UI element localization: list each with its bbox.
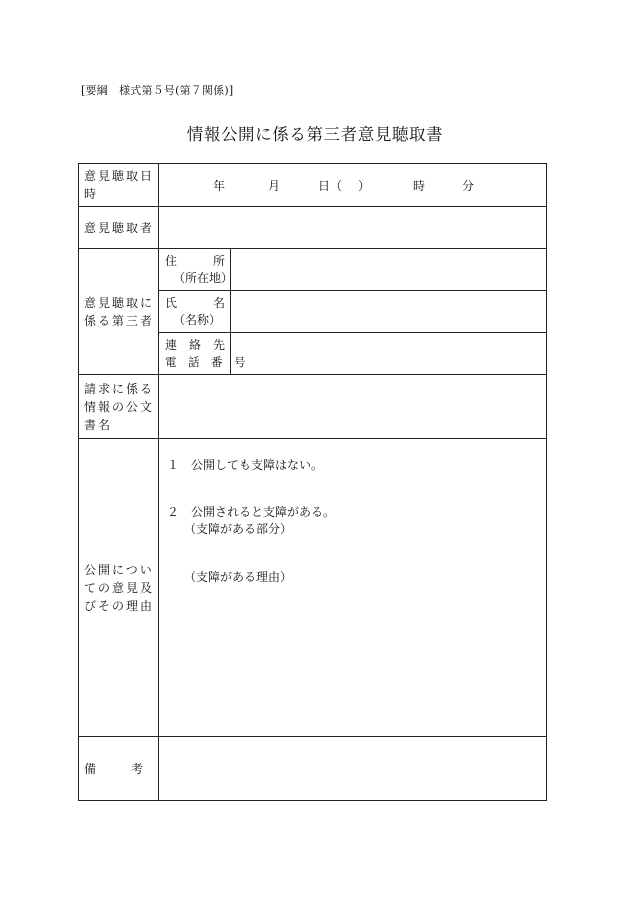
address-value-cell[interactable]: [231, 249, 547, 291]
month-unit: 月: [268, 178, 281, 193]
document-label-line2: 情報の公文: [84, 399, 155, 414]
address-row: [79, 249, 547, 291]
page-title: 情報公開に係る第三者意見聴取書: [186, 125, 444, 144]
date-label: [79, 164, 159, 207]
harm-reason-label: （支障がある理由）: [184, 570, 293, 584]
name-sub: （名称）: [173, 312, 222, 327]
minute-unit: 分: [462, 178, 475, 193]
date-value-cell[interactable]: [159, 164, 547, 207]
remarks-value-cell[interactable]: [159, 737, 547, 801]
opinion-value-cell[interactable]: [159, 439, 547, 737]
option-harm: ２ 公開されると支障がある。: [167, 505, 336, 519]
third-party-label: [79, 249, 159, 375]
listener-value-cell[interactable]: [159, 207, 547, 249]
remarks-char-a: 備: [84, 761, 99, 776]
name-char-b: 名: [212, 295, 225, 310]
document-value-cell[interactable]: [159, 375, 547, 439]
listener-label: [79, 207, 159, 249]
form-reference: [要綱 様式第５号(第７関係)]: [81, 84, 234, 97]
name-sublabel: [159, 291, 231, 333]
address-sub: （所在地）: [173, 270, 234, 285]
opinion-row: [79, 439, 547, 737]
third-party-label-line1: 意見聴取に: [84, 295, 155, 310]
date-row: [79, 164, 547, 207]
remarks-label: [79, 737, 159, 801]
opinion-label-line2: ての意見及: [84, 580, 155, 595]
weekday-close: ）: [358, 178, 371, 193]
remarks-row: [79, 737, 547, 801]
address-char-b: 所: [212, 253, 225, 268]
address-sublabel: [159, 249, 234, 291]
contact-line2: 電 話 番 号: [165, 354, 246, 369]
document-row: [79, 375, 547, 439]
listener-label-text: 意見聴取者: [84, 220, 155, 235]
date-label-line2: 時: [84, 187, 99, 201]
opinion-label: [79, 439, 159, 737]
opinion-label-line3: びその理由: [84, 598, 155, 613]
contact-value-cell[interactable]: [231, 333, 547, 375]
opinion-label-line1: 公開につい: [84, 562, 154, 577]
harm-part-label: （支障がある部分）: [184, 522, 293, 536]
option-no-harm: １ 公開しても支障はない。: [167, 458, 324, 472]
hearing-form-table: [78, 163, 547, 801]
day-unit: 日（: [318, 178, 343, 193]
name-char-a: 氏: [165, 295, 178, 310]
remarks-char-b: 考: [130, 761, 145, 776]
address-char-a: 住: [165, 253, 178, 268]
document-label-line1: 請求に係る: [84, 381, 155, 396]
listener-row: [79, 207, 547, 249]
document-label: [79, 375, 159, 439]
name-value-cell[interactable]: [231, 291, 547, 333]
third-party-label-line2: 係る第三者: [84, 313, 155, 328]
document-label-line3: 書名: [84, 417, 113, 432]
contact-line1: 連 絡 先: [165, 337, 226, 352]
year-unit: 年: [213, 178, 226, 193]
date-label-line1: 意見聴取日: [84, 169, 155, 183]
hour-unit: 時: [413, 178, 426, 193]
contact-sublabel: [159, 333, 246, 375]
